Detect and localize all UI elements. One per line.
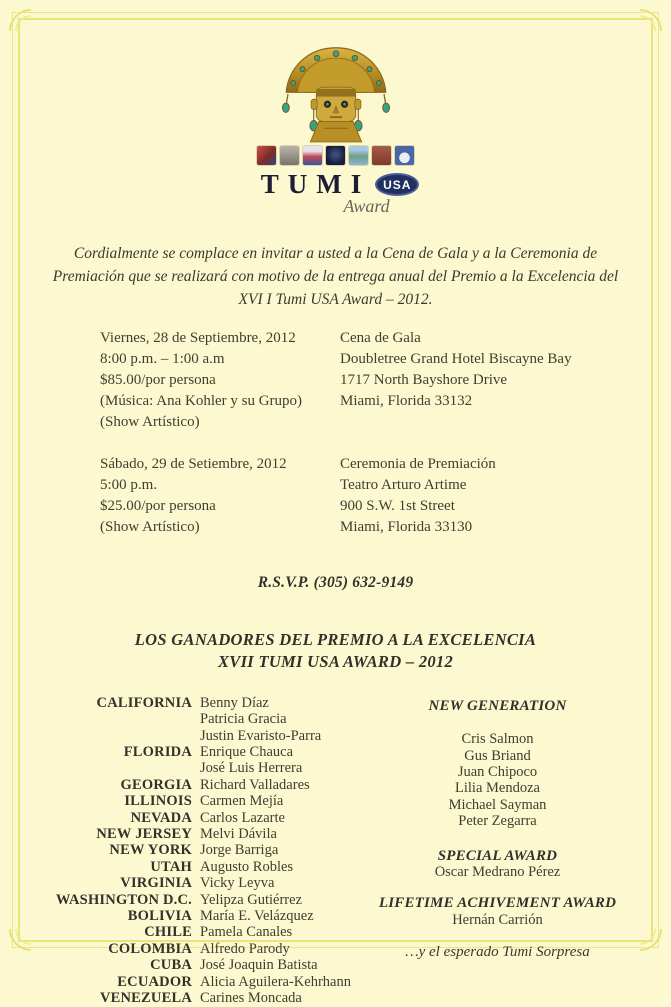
- winners-heading-line2: XVII TUMI USA AWARD – 2012: [217, 651, 454, 671]
- tumi-wordmark-row: [20, 171, 651, 198]
- winner-state: WASHINGTON D.C.: [55, 891, 192, 908]
- winner-row: [40, 892, 378, 908]
- winner-name: Richard Valladares: [200, 776, 310, 793]
- winner-name: Enrique Chauca: [200, 744, 294, 761]
- award-script-text: Award: [343, 196, 390, 216]
- vintage-statue-photo-thumbnail: [279, 145, 300, 166]
- winner-state: ILLINOIS: [124, 793, 192, 810]
- winner-state: COLOMBIA: [108, 940, 192, 957]
- new-generation-list: [378, 731, 617, 829]
- winners-by-state-list: [20, 695, 378, 1007]
- invitation-intro-text: Cordialmente se complace en invitar a usted a la Cena de Gala y a la Ceremonia de Premiación que se realizará con motivo de la entrega anual del Premio a la Excelencia del XVI I Tumi USA Award – 2012.: [52, 244, 619, 308]
- winner-row: [40, 924, 378, 940]
- event-title: Ceremonia de Premiación: [340, 455, 496, 472]
- winner-row: [40, 826, 378, 842]
- winner-name: Justin Evaristo-Parra: [200, 727, 322, 744]
- winner-name: Yelipza Gutiérrez: [200, 891, 303, 908]
- winner-name: Oscar Medrano Pérez: [434, 864, 561, 881]
- winners-heading-line1: LOS GANADORES DEL PREMIO A LA EXCELENCIA: [134, 629, 537, 649]
- winner-state: VENEZUELA: [99, 990, 192, 1007]
- winner-state: CALIFORNIA: [96, 694, 192, 711]
- winner-state: BOLIVIA: [127, 908, 192, 925]
- tumi-logo: [20, 46, 651, 217]
- winner-name: Augusto Robles: [200, 858, 294, 875]
- winner-name: Lilia Mendoza: [455, 780, 540, 797]
- tumi-wordmark: TUMI: [260, 169, 371, 199]
- winner-row: [40, 957, 378, 973]
- winner-row: [40, 990, 378, 1006]
- winner-state: VIRGINIA: [120, 875, 192, 892]
- winner-state: CUBA: [150, 957, 192, 974]
- winner-name: Jorge Barriga: [200, 842, 279, 859]
- ceremony-date-info: [100, 454, 340, 538]
- event-price: $85.00/por persona: [100, 371, 216, 388]
- winner-row: [40, 695, 378, 711]
- winner-row: [40, 875, 378, 891]
- winner-name: Vicky Leyva: [200, 875, 275, 892]
- event-show: (Show Artístico): [100, 518, 200, 535]
- winner-row: [40, 908, 378, 924]
- winner-row: [40, 728, 378, 744]
- venue-name: Teatro Arturo Artime: [340, 476, 467, 493]
- special-award-title: SPECIAL AWARD: [437, 847, 558, 864]
- winner-name: Juan Chipoco: [457, 764, 538, 781]
- winner-name: Gus Briand: [464, 747, 531, 764]
- winner-state: [40, 728, 192, 744]
- winner-state: GEORGIA: [120, 776, 192, 793]
- winner-state: [40, 760, 192, 776]
- winner-row: [40, 859, 378, 875]
- collage-photo-thumbnail: [256, 145, 277, 166]
- gala-venue-info: [340, 328, 651, 433]
- winners-heading: [20, 629, 651, 673]
- red-building-thumbnail: [371, 145, 392, 166]
- venue-name: Doubletree Grand Hotel Biscayne Bay: [340, 350, 572, 367]
- winner-name: Carmen Mejía: [200, 793, 284, 810]
- event-music: (Música: Ana Kohler y su Grupo): [100, 392, 303, 409]
- winner-row: [40, 842, 378, 858]
- ceremony-event-block: [100, 454, 651, 538]
- tumi-sorpresa-closing: …y el esperado Tumi Sorpresa: [405, 944, 590, 961]
- winner-name: Alfredo Parody: [200, 940, 290, 957]
- winner-row: [40, 760, 378, 776]
- winner-name: Carlos Lazarte: [200, 809, 285, 826]
- venue-address: 1717 North Bayshore Drive: [340, 371, 508, 388]
- gala-event-block: [100, 328, 651, 433]
- ceremony-venue-info: [340, 454, 651, 538]
- event-date: Viernes, 28 de Septiembre, 2012: [100, 329, 296, 346]
- winner-row: [40, 793, 378, 809]
- event-time: 5:00 p.m.: [100, 476, 158, 493]
- winner-name: Patricia Gracia: [200, 711, 287, 728]
- winner-name: Cris Salmon: [461, 731, 534, 748]
- winner-row: [40, 744, 378, 760]
- winner-name: Melvi Dávila: [200, 826, 277, 843]
- photo-thumbnail-strip: [20, 145, 651, 166]
- venue-city: Miami, Florida 33132: [340, 392, 473, 409]
- tumi-gold-mask-icon: [276, 46, 396, 142]
- usa-oval-badge: USA: [375, 173, 419, 196]
- lifetime-achievement-title: LIFETIME ACHIVEMENT AWARD: [378, 895, 617, 912]
- winner-row: [40, 974, 378, 990]
- winner-state: FLORIDA: [123, 744, 192, 761]
- winner-state: CHILE: [144, 924, 192, 941]
- winner-state: [40, 711, 192, 727]
- card-content: [20, 20, 651, 1007]
- rsvp-phone: R.S.V.P. (305) 632-9149: [257, 573, 414, 591]
- special-categories-column: [378, 695, 651, 1007]
- winner-state: UTAH: [150, 858, 192, 875]
- winner-name: José Luis Herrera: [200, 760, 303, 777]
- winner-name: Carines Moncada: [200, 990, 302, 1007]
- winner-state: NEW YORK: [109, 842, 192, 859]
- us-capitol-thumbnail: [394, 145, 415, 166]
- event-show: (Show Artístico): [100, 413, 200, 430]
- winner-name: José Joaquin Batista: [200, 957, 318, 974]
- venue-address: 900 S.W. 1st Street: [340, 497, 455, 514]
- winner-row: [40, 941, 378, 957]
- las-vegas-sign-thumbnail: [302, 145, 323, 166]
- winner-row: [40, 777, 378, 793]
- winner-name: María E. Velázquez: [200, 908, 314, 925]
- event-time: 8:00 p.m. – 1:00 a.m: [100, 350, 225, 367]
- event-details: [20, 328, 651, 538]
- winners-section: [20, 695, 651, 1007]
- venue-city: Miami, Florida 33130: [340, 518, 473, 535]
- winner-name: Peter Zegarra: [458, 813, 537, 830]
- winner-name: Benny Díaz: [200, 694, 269, 711]
- new-generation-title: NEW GENERATION: [428, 697, 567, 714]
- event-title: Cena de Gala: [340, 329, 421, 346]
- winner-row: [40, 810, 378, 826]
- gala-date-info: [100, 328, 340, 433]
- winner-state: ECUADOR: [117, 973, 192, 990]
- event-date: Sábado, 29 de Setiembre, 2012: [100, 455, 287, 472]
- winner-state: NEW JERSEY: [96, 826, 192, 843]
- winner-state: NEVADA: [130, 809, 192, 826]
- winner-name: Michael Sayman: [448, 796, 547, 813]
- statue-of-liberty-thumbnail: [348, 145, 369, 166]
- winner-row: [40, 711, 378, 727]
- winner-name: Hernán Carrión: [452, 911, 543, 928]
- winner-name: Pamela Canales: [200, 924, 293, 941]
- event-price: $25.00/por persona: [100, 497, 216, 514]
- eagle-crest-thumbnail: [325, 145, 346, 166]
- winner-name: Alicia Aguilera-Kehrhann: [200, 973, 351, 990]
